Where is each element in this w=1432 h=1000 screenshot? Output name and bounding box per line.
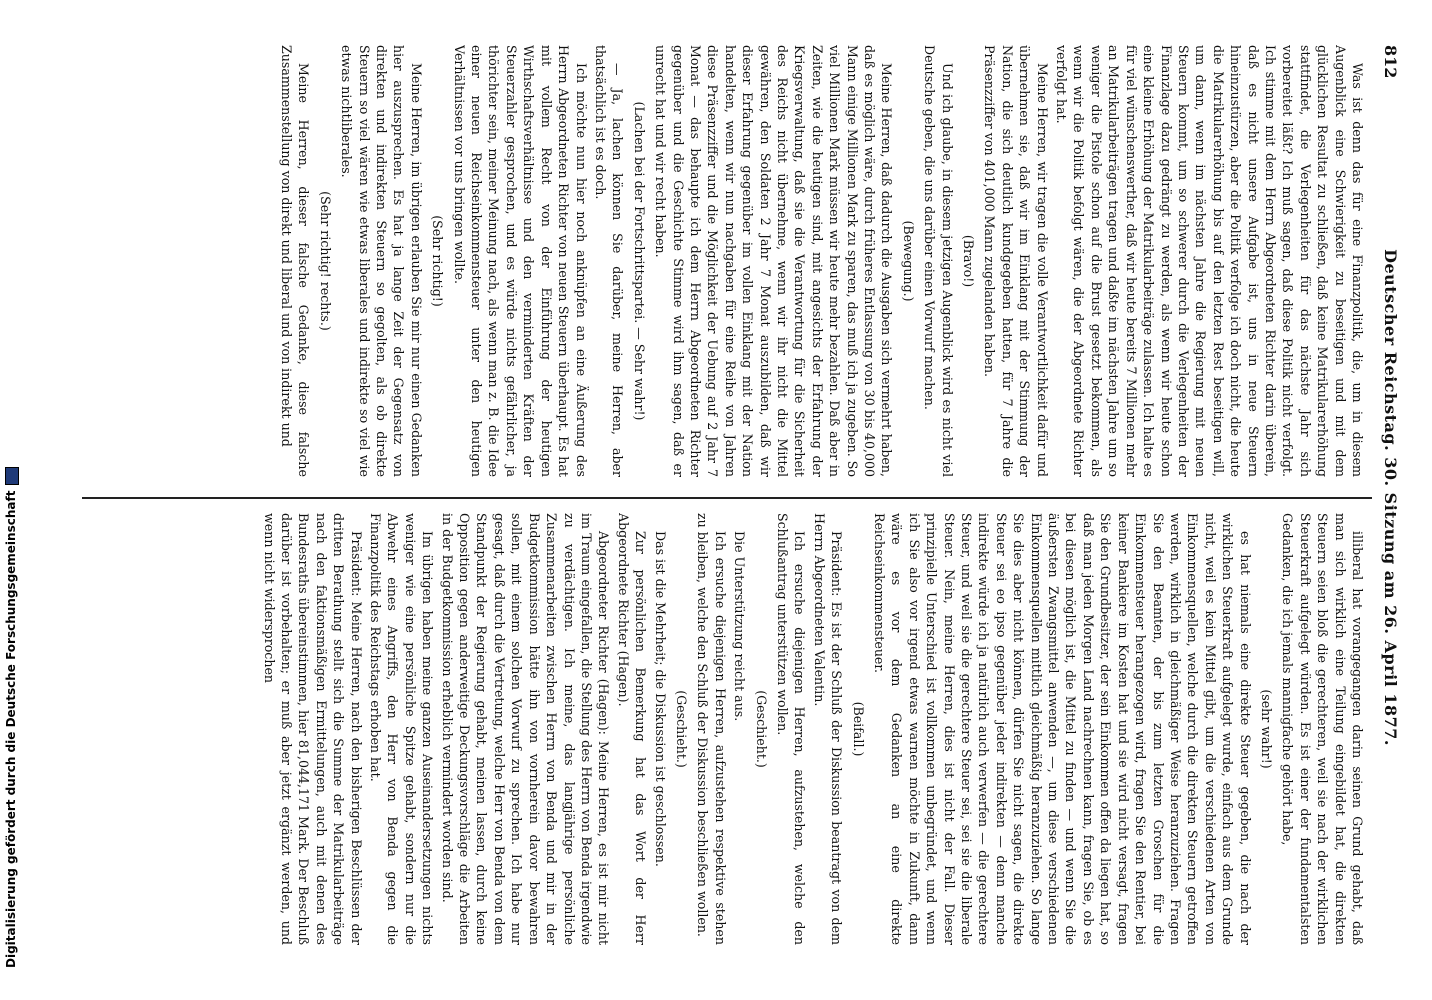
- left-column-paragraph: Was ist denn das für eine Finanzpolitik, die, um in diesem Augenblick eine Schwierigkeit zu beseitigen und mit dem glücklichen Resultat zu schließen, daß keine Matrikularerhöhung stattfindet, die Verlegenheiten für das nächste Jahr sich vorbereitet läßt? Ich muß sagen, daß diese Politik nicht verfolgt. Ich stimme mit dem Herrn Abgeordneten Richter darin überein, daß es nicht unsere Aufgabe ist, uns in neue Steuern hineinzustürzen, aber die Politik verfolge ich doch nicht, die heute die Matrikularerhöhung bis auf den letzten Rest beseitigen will, um dann, wenn im nächsten Jahre die Regierung mit neuen Steuern kommt, um so schwerer durch die Verlegenheiten der Finanzlage dazu gedrängt zu werden, als wenn wir heute schon eine kleine Erhöhung der Matrikularbeiträge zulassen. Ich halte es für viel wünschenswerther, daß wir heute bereits 7 Millionen mehr an Matrikularbeiträgen tragen und daßte im nächsten Jahre um so weniger die Pistole schon auf die Brust gesetzt bekommen, als wenn wir die Politik befolgt wären, die der Abgeordnete Richter verfolgt hat.: [1054, 45, 1365, 477]
- left-column-paragraph: Meine Herren, wir tragen die volle Verantwortlichkeit dafür und übernehmen sie, daß wir im Einklang mit der Stimmung der Nation, die sich deutlich kundgegeben hatten, für 7 Jahre die Präsenzziffer von 401,000 Mann zugelanden haben.: [982, 45, 1050, 477]
- right-column-paragraph: Präsident: Meine Herren, nach den bisherigen Beschlüssen der dritten Berathung stellt sich die Summe der Matrikularbeiträge nach den faktionsmäßigen Ermittelungen, auch mit denen des Bundesraths übereinstimmen, hier 81,044,171 Mark. Der Beschluß darüber ist vorbehalten; er muß aber jetzt ergänzt werden, und wenn nicht widersprochen: [261, 513, 364, 945]
- right-column-paragraph: illiberal hat vorangegangen darin seinen Grund gehabt, daß man sich wirklich eine Teilung eingebildet hat, die direkten Steuern seien bloß die gerechteren, weil sie nach der wirklichen Steuerkraft aufgelegt würden. Es ist einer der fundamentalsten Gedanken, die ich jemals mannigfache gehört habe,: [1280, 513, 1365, 945]
- right-column-paragraph: es hat niemals eine direkte Steuer gegeben, die nach der wirklichen Steuerkraft aufgelegt wurde, einfach aus dem Grunde nicht, weil es kein Mittel gibt, um die verschiedenen Arten von Einkommensquellen, welche durch die direkten Steuern getroffen werden, wirklich in gleichmäßiger Weise heranzuziehen. Fragen Sie den Beamten, der bis zum letzten Groschen für die Einkommensteuer herangezogen wird, fragen Sie den Rentier, bei keiner Bankiere im Kosten hat und sie wird nicht versagt, fragen Sie den Grundbesitzer, der sein Einkommen offen da liegen hat, so daß man jeden Morgen Land nachrechnen kann, fragen Sie, ob es bei diesen möglich ist, die Mittel zu finden — und wenn Sie die äußersten Zwangsmittel anwenden —, um diese verschiedenen Einkommensquellen mittlich gleichmäßig heranzuziehen. So lange Sie dies aber nicht können, dürfen Sie nicht sagen, die direkte Steuer sei eo ipso gegenüber jeder indirekten — denn manche indirekte würde ich ja natürlich auch verwerfen — die gerechtere Steuer, und weil sie die gerechtere Steuer sei, sei sie die liberale Steuer. Nein, meine Herren, dies ist nicht der Fall. Dieser prinzipielle Unterschied ist vollkommen unbegründet, und wenn ich Sie also vor irgend etwas warnen möchte in Zukunft, dann wäre es vor dem Gedanken an eine direkte Reichseinkommensteuer.: [872, 513, 1253, 945]
- right-column-remark: (Geschieht.): [753, 690, 769, 768]
- left-column-paragraph: Meine Herren, daß dadurch die Ausgaben sich vermehrt haben, daß es möglich wäre, durch früheres Entlassung von 30 bis 40,000 Mann einige Millionen Mark zu sparen, das muß ich ja zugeben. So viel Millionen Mark müssen wir heute mehr bezahlen. Daß aber in Zeiten, wie die heutigen sind, mit angesichts der Erfahrung der Kriegsverwaltung, daß sie die Verantwortung für die Sicherheit des Reichs nicht übernehme, wenn wir ihr nicht die Mittel gewähren, den Soldaten 2 Jahr 7 Monat auszubilden, daß wir dieser Erfahrung gegenüber im vollen Einklang mit der Nation handelten, wenn wir nun nachgaben für eine Reihe von Jahren diese Präsenzziffer und die Möglichkeit der Uebung auf 2 Jahr 7 Monat — das behaupte ich dem Herrn Abgeordneten Richter gegenüber und die Geschichte Stimme wird ihm sagen, daß er unrecht hat und wir recht haben.: [653, 45, 895, 477]
- left-column-paragraph: Meine Herren, dieser falsche Gedanke, diese falsche Zusammenstellung von direkt und liberal und von indirekt und: [279, 45, 312, 477]
- left-column-paragraph: Ich möchte nun hier noch anknüpfen an eine Äußerung des Herrn Abgeordneten Richter von neuen Steuern überhaupt. Es hat mit vollem Recht von der Einführung der heutigen Wirthschaftsverhältnisse und den verminderten Kräften der Steuerzahler gesprochen, und es würde nichts gefährlicher, ja thörichter sein, meiner Meinung nach, als wenn man z. B. die Idee einer neuen Reichseinkommensteuer unter den heutigen Verhältnissen vor uns bringen wollte.: [451, 45, 589, 477]
- page-number: 812: [1381, 45, 1400, 79]
- left-column-remark: (Lachen bei der Fortschrittspartei. — Sehr wahr!): [631, 101, 647, 421]
- page-header: [1376, 45, 1400, 950]
- left-column-paragraph: Und ich glaube, in diesem jetzigen Augenblick wird es nicht viel Deutsche geben, die uns darüber einen Vorwurf machen.: [922, 45, 955, 477]
- left-column: [86, 45, 1366, 477]
- left-column-paragraph: Meine Herren, im übrigen erlauben Sie mir nur einen Gedanken hier auszusprechen. Es hat ja lange Zeit der Gegensatz von direkten und indirekten Steuern so gegolten, als ob direkte Steuern so viel wären wie etwas liberales und indirekte so viel wie etwas nichtliberales.: [339, 45, 424, 477]
- right-column-remark: (Beifall.): [850, 701, 866, 757]
- right-column-paragraph: Das ist die Mehrheit; die Diskussion ist geschlossen.: [652, 531, 668, 867]
- rotated-page: [80, 45, 1400, 950]
- right-column-paragraph: Abgeordneter Richter (Hagen): Meine Herren, es ist mir nicht im Traum eingefallen, die Stellung des Herrn von Benda irgendwie zu verdächtigen. Ich meine, das langjährige persönliche Zusammenarbeiten zwischen Herrn von Benda und mir in der Budgetkommission hätte ihn von vornherein davor bewahren sollen, mit einem solchen Vorwurf zu sprechen. Ich habe nur gesagt, daß durch die Vertretung, welche Herr von Benda von dem Standpunkt der Regierung gehabt, meinen lassen, durch keine Opposition gegen anderweitige Deckungsvorschläge die Arbeiten in der Budgetkommission erheblich vermindert worden sind.: [439, 513, 612, 945]
- left-column-remark: (Bravo!): [961, 234, 977, 288]
- right-column-paragraph: Ich ersuche diejenigen Herren, aufzustehen respektive stehen zu bleiben, welche den Schluß der Diskussion beschließen wollen.: [695, 513, 728, 945]
- left-column-remark: (Sehr richtig!): [430, 215, 446, 307]
- right-column-paragraph: Präsident: Es ist der Schluß der Diskussion beantragt von dem Herrn Abgeordneten Valentin.: [811, 513, 845, 945]
- credit-text: Digitalisierung gefördert durch die Deutsche Forschungsgemeinschaft: [4, 490, 18, 968]
- running-title: Deutscher Reichstag. 30. Sitzung am 26. April 1877.: [1381, 249, 1400, 746]
- right-column-paragraph: Zur persönlichen Bemerkung hat das Wort der Herr Abgeordnete Richter (Hagen).: [615, 513, 649, 945]
- right-column-paragraph: Ich ersuche diejenigen Herren, aufzustehen, welche den Schlußantrag unterstützen wollen.: [775, 513, 808, 945]
- right-column-remark: (Geschieht.): [673, 690, 689, 768]
- dfg-logo-icon: [5, 467, 19, 485]
- right-column-remark: (sehr wahr!): [1258, 689, 1274, 769]
- left-column-remark: (Bewegung.): [900, 220, 916, 302]
- right-column-paragraph: Die Unterstützung reicht aus.: [732, 531, 748, 722]
- right-column: [86, 513, 1366, 945]
- right-column-paragraph: Im übrigen haben meine ganzen Auseinandersetzungen nichts weniger wie eine persönliche Spitze gehabt, sondern nur die Abwehr eines Angriffs, den Herr von Benda gegen die Finanzpolitik des Reichstags erhoben hat.: [368, 513, 436, 945]
- left-column-paragraph: — Ja, lachen können Sie darüber, meine Herren, aber thatsächlich ist es doch.: [592, 45, 626, 477]
- digitization-credit: [4, 467, 19, 968]
- column-divider: [82, 497, 1372, 499]
- left-column-remark: (Sehr richtig! rechts.): [317, 191, 333, 331]
